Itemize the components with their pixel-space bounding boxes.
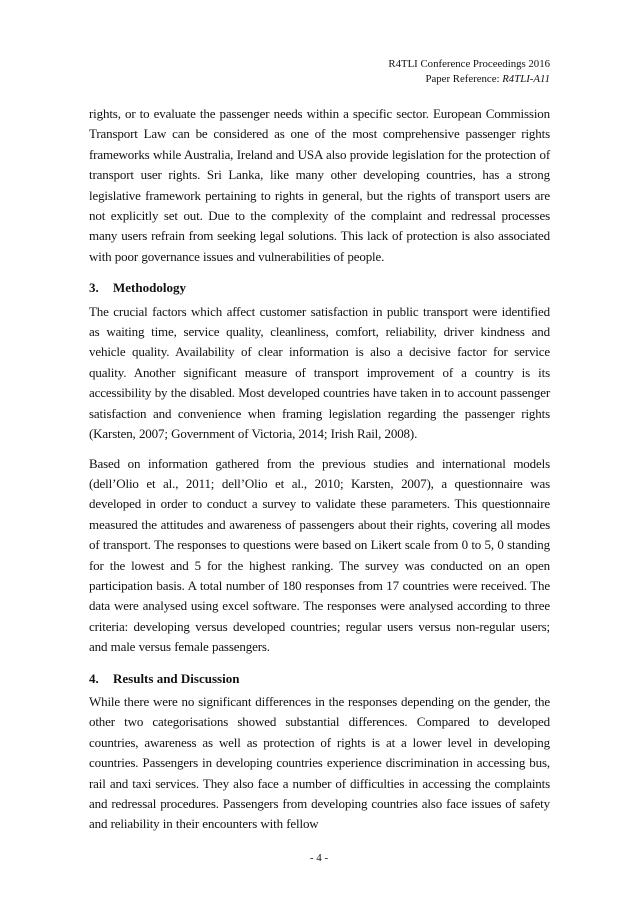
section-heading-results <box>89 669 550 689</box>
section-number: 3. <box>89 280 99 296</box>
section-title: Methodology <box>113 280 186 296</box>
paper-reference-label: Paper Reference: <box>425 73 503 85</box>
section-heading-methodology <box>89 278 550 298</box>
intro-paragraph: rights, or to evaluate the passenger needs within a specific sector. European Commission Transport Law can be considered as one of the most comprehensive passenger rights frameworks while Australia, Ireland and USA also provide legislation for the protection of transport user rights. Sri Lanka, like many other developing countries, has a strong legislative framework pertaining to rights in general, but the rights of transport users are not explicitly set out. Due to the complexity of the complaint and redressal processes many users refrain from seeking legal solutions. This lack of protection is also associated with poor governance issues and vulnerabilities of people. <box>89 106 550 264</box>
page-header <box>388 57 550 87</box>
methodology-paragraph-2: Based on information gathered from the previous studies and international models (dell’Olio et al., 2011; dell’Olio et al., 2010; Karsten, 2007), a questionnaire was developed in order to conduct a survey to validate these parameters. This questionnaire measured the attitudes and awareness of passengers about their rights, covering all modes of transport. The responses to questions were based on Likert scale from 0 to 5, 0 standing for the lowest and 5 for the highest ranking. The survey was conducted on an open participation basis. A total number of 180 responses from 17 countries were received. The data were analysed using excel software. The responses were analysed according to three criteria: developing versus developed countries; regular users versus non-regular users; and male versus female passengers. <box>89 455 550 655</box>
paper-reference <box>388 72 550 87</box>
results-paragraph-1: While there were no significant differences in the responses depending on the gender, the other two categorisations showed substantial differences. Compared to developed countries, awareness as well as protection of rights is at a lower level in developing countries. Passengers in developing countries experience discrimination in accessing bus, rail and taxi services. They also face a number of difficulties in accessing the complaints and redressal procedures. Passengers from developing countries also face issues of safety and reliability in their encounters with fellow <box>89 693 550 832</box>
page-number: - 4 - <box>309 852 329 864</box>
conference-title: R4TLI Conference Proceedings 2016 <box>388 58 550 70</box>
methodology-paragraph-1: The crucial factors which affect customer satisfaction in public transport were identified as waiting time, service quality, cleanliness, comfort, reliability, driver kindness and vehicle quality. Availability of clear information is also a decisive factor for service quality. Another significant measure of transport improvement of a country is its accessibility by the disabled. Most developed countries have taken in to account passenger satisfaction and convenience when framing legislation regarding the passenger rights (Karsten, 2007; Government of Victoria, 2014; Irish Rail, 2008). <box>89 303 550 442</box>
section-title: Results and Discussion <box>113 670 240 686</box>
section-number: 4. <box>89 670 99 686</box>
page-body <box>89 104 550 844</box>
paper-reference-code: R4TLI-A11 <box>502 73 550 85</box>
